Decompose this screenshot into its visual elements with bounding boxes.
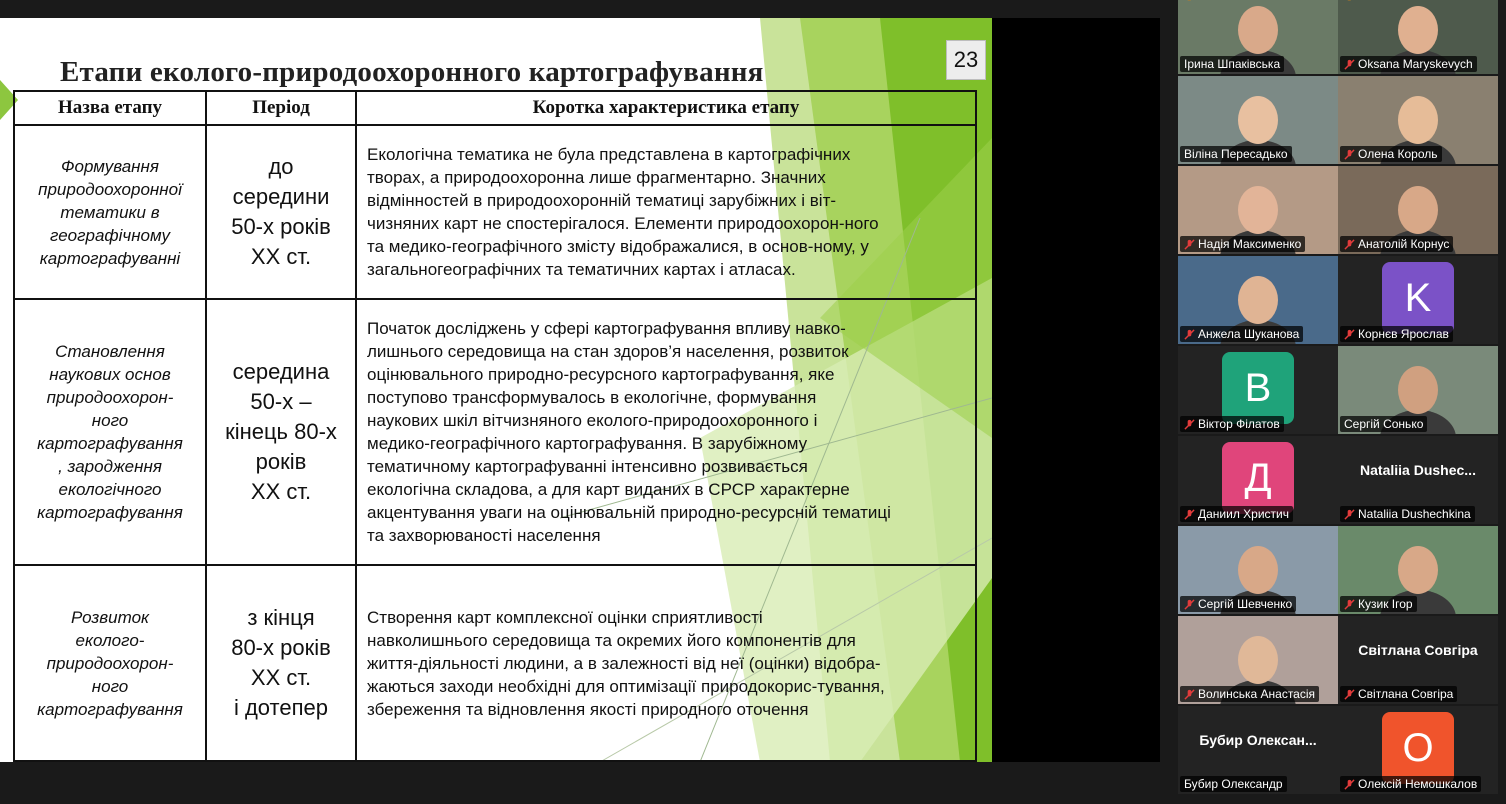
participant-name: Ірина Шпаківська <box>1184 57 1281 71</box>
participant-tile[interactable] <box>1338 526 1498 614</box>
participant-tile[interactable] <box>1178 0 1338 74</box>
participant-name-label <box>1340 596 1417 612</box>
mic-muted-icon <box>1344 509 1355 520</box>
stage-period: до середини 50-х років ХХ ст. <box>231 154 331 269</box>
stages-table <box>13 90 977 762</box>
participant-name-label <box>1340 56 1477 72</box>
participant-name-label <box>1180 146 1292 162</box>
stage-name: Розвиток еколого- природоохорон- ного картографування <box>37 607 183 719</box>
table-row <box>14 125 976 299</box>
mic-muted-icon <box>1344 689 1355 700</box>
mic-muted-icon <box>1184 509 1195 520</box>
participant-tile[interactable] <box>1178 166 1338 254</box>
stage-period: з кінця 80-х років ХХ ст. і дотепер <box>231 605 331 720</box>
participant-tile[interactable] <box>1178 616 1338 704</box>
raised-hand-icon <box>1182 0 1198 2</box>
mic-muted-icon <box>1344 599 1355 610</box>
participant-name-label <box>1180 416 1284 432</box>
mic-muted-icon <box>1184 599 1195 610</box>
stage-name-cell <box>14 565 206 761</box>
participant-name-label <box>1180 56 1284 72</box>
slide-letterbox <box>992 18 1160 762</box>
stage-name: Становлення наукових основ природоохорон- ного картографування , зародження екологічного картографування <box>37 342 183 522</box>
mic-muted-icon <box>1344 329 1355 340</box>
stage-name-cell <box>14 299 206 565</box>
participant-display-name: Nataliia Dushec... <box>1360 462 1476 478</box>
participant-tile[interactable] <box>1338 706 1498 794</box>
participant-tile[interactable] <box>1178 706 1338 794</box>
participant-name-label <box>1180 506 1293 522</box>
slide-title: Етапи еколого-природоохоронного картографування <box>60 56 764 88</box>
table-row <box>14 565 976 761</box>
participant-tile[interactable] <box>1338 76 1498 164</box>
participant-avatar: B <box>1222 352 1294 424</box>
participant-tile[interactable] <box>1338 616 1498 704</box>
stage-description: Екологічна тематика не була представлена в картографічних творах, а природоохоронна лише фрагментарно. Значних відмінностей в природоохоронній тематиці зарубіжних і віт- чизняних карт не спостерігалося. Елементи природоохорон-ного та медико-географічного змісту відображалися, в основ-ному, у загальногеографічних та тематичних картах і атласах. <box>367 145 879 279</box>
participant-name-label <box>1340 326 1453 342</box>
mic-muted-icon <box>1344 779 1355 790</box>
participant-name: Oksana Maryskevych <box>1358 57 1473 71</box>
participant-name-label <box>1180 236 1305 252</box>
participant-name: Олена Король <box>1358 147 1438 161</box>
raised-hand-icon <box>1342 0 1358 2</box>
stage-desc-cell <box>356 299 976 565</box>
stage-period-cell <box>206 565 356 761</box>
participant-name-label <box>1340 686 1457 702</box>
participant-name: Олексій Немошкалов <box>1358 777 1478 791</box>
participant-tile[interactable] <box>1178 76 1338 164</box>
participant-avatar: K <box>1382 262 1454 334</box>
stage-desc-cell <box>356 565 976 761</box>
participant-tile[interactable] <box>1338 436 1498 524</box>
participant-name-label <box>1180 686 1319 702</box>
participant-name: Віліна Пересадько <box>1184 147 1288 161</box>
participant-display-name: Світлана Совгіра <box>1358 642 1478 658</box>
participant-tile[interactable] <box>1178 436 1338 524</box>
participant-tile[interactable] <box>1338 346 1498 434</box>
participant-tile[interactable] <box>1338 166 1498 254</box>
participant-name-label <box>1340 506 1475 522</box>
participant-name: Кузик Ігор <box>1358 597 1413 611</box>
participant-avatar: O <box>1382 712 1454 784</box>
participant-name-label <box>1180 596 1296 612</box>
participant-name: Сергій Шевченко <box>1198 597 1293 611</box>
mic-muted-icon <box>1184 239 1195 250</box>
header-period: Період <box>206 91 356 125</box>
stage-description: Початок досліджень у сфері картографування впливу навко- лишнього середовища на стан здоров’я населення, розвиток оцінювального природно-ресурсного картографування, яке поступово трансформувалось в екологічне, формування наукових шкіл вітчизняного еколого-природоохоронного і медико-географічного картографування. В зарубіжному тематичному картографуванні інтенсивно розвивається екологічна складова, а для карт виданих в СРСР характерне акцентування уваги на оцінювальній природно-ресурсній тематиці та захворюваності населення <box>367 319 891 545</box>
shared-slide <box>0 18 992 762</box>
participant-name: Корнєв Ярослав <box>1358 327 1449 341</box>
table-row <box>14 299 976 565</box>
participant-name-label <box>1180 776 1287 792</box>
participant-name-label <box>1340 416 1427 432</box>
mic-muted-icon <box>1344 59 1355 70</box>
mic-muted-icon <box>1344 239 1355 250</box>
participant-name-label <box>1340 776 1481 792</box>
participant-name: Віктор Філатов <box>1198 417 1280 431</box>
mic-muted-icon <box>1344 149 1355 160</box>
slide-number: 23 <box>946 40 986 80</box>
participant-name: Анатолій Корнус <box>1358 237 1450 251</box>
stage-name: Формування природоохоронної тематики в географічному картографуванні <box>38 156 182 268</box>
stage-desc-cell <box>356 125 976 299</box>
participant-tile[interactable] <box>1178 526 1338 614</box>
participant-display-name: Бубир Олексан... <box>1199 732 1317 748</box>
participant-name: Сергій Сонько <box>1344 417 1424 431</box>
bottom-bar <box>0 762 1160 804</box>
participant-tile[interactable] <box>1178 256 1338 344</box>
table-header-row <box>14 91 976 125</box>
header-stage-name: Назва етапу <box>14 91 206 125</box>
participant-name-label <box>1340 146 1442 162</box>
participants-gallery <box>1160 0 1506 804</box>
participant-tile[interactable] <box>1338 0 1498 74</box>
participant-name: Надія Максименко <box>1198 237 1302 251</box>
participant-tile[interactable] <box>1338 256 1498 344</box>
stage-period-cell <box>206 299 356 565</box>
participant-name: Світлана Совгіра <box>1358 687 1454 701</box>
participant-name-label <box>1340 236 1453 252</box>
participant-name-label <box>1180 326 1303 342</box>
participant-avatar: Д <box>1222 442 1294 514</box>
participant-name: Анжела Шуканова <box>1198 327 1300 341</box>
mic-muted-icon <box>1184 689 1195 700</box>
participant-name: Даниил Христич <box>1198 507 1290 521</box>
header-characteristic: Коротка характеристика етапу <box>356 91 976 125</box>
stage-period: середина 50-х – кінець 80-х років ХХ ст. <box>225 359 337 504</box>
participant-name: Nataliia Dushechkina <box>1358 507 1471 521</box>
stage-description: Створення карт комплексної оцінки сприятливості навколишнього середовища та окремих його компонентів для життя-діяльності людини, а в залежності від неї (оцінки) відобра- жаються заходи необхідні для оптимізації природокорис-тування, збереження та відновлення якості природного оточення <box>367 607 885 719</box>
stage-name-cell <box>14 125 206 299</box>
participant-tile[interactable] <box>1178 346 1338 434</box>
stage-period-cell <box>206 125 356 299</box>
participant-name: Волинська Анастасія <box>1198 687 1316 701</box>
top-bar <box>0 0 1160 18</box>
participant-name: Бубир Олександр <box>1184 777 1283 791</box>
mic-muted-icon <box>1184 329 1195 340</box>
mic-muted-icon <box>1184 419 1195 430</box>
